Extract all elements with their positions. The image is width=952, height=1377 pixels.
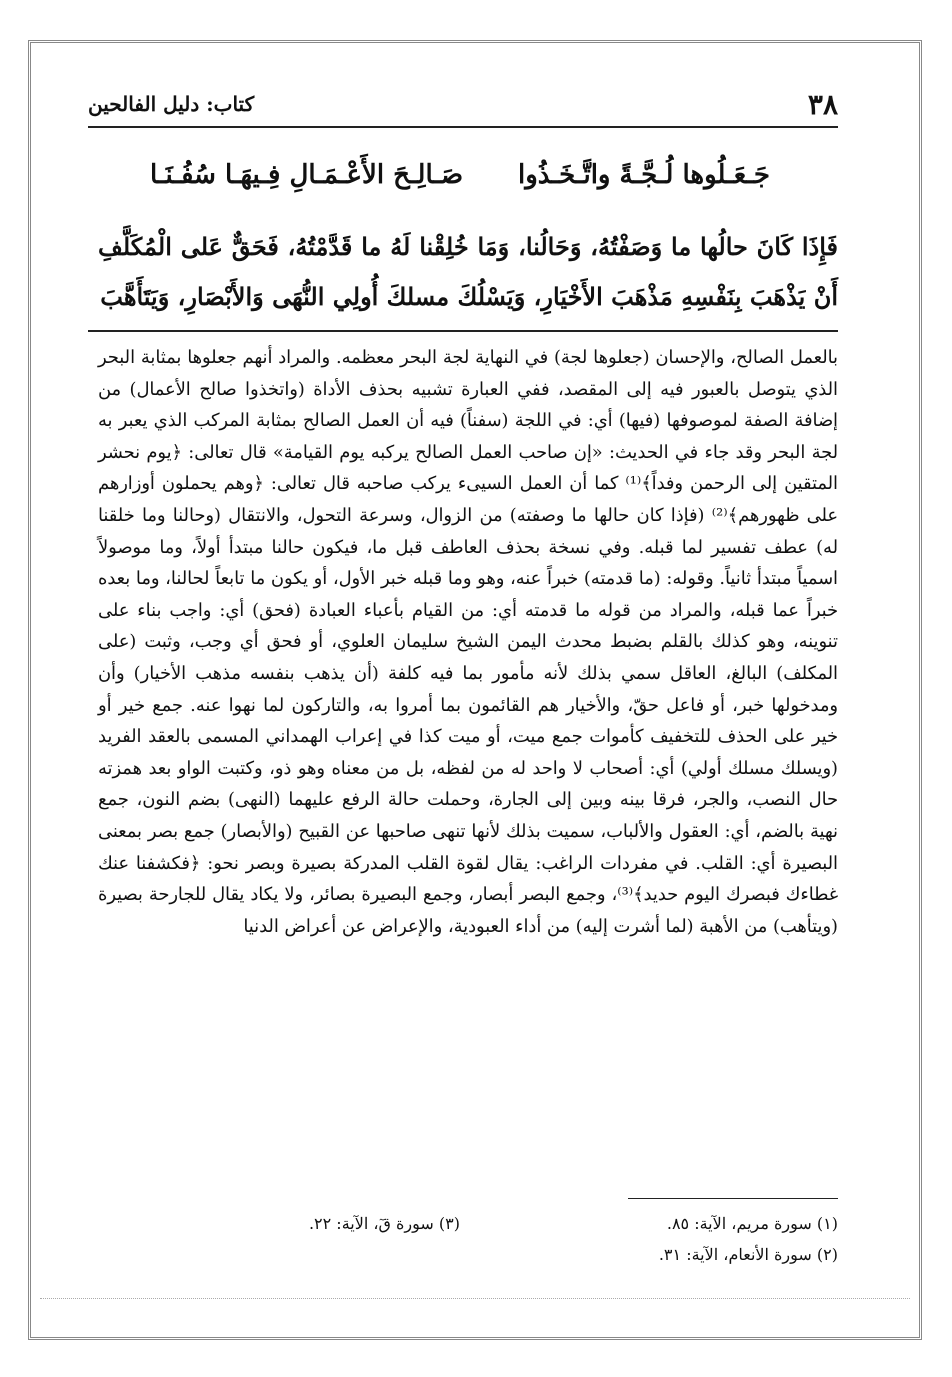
commentary-text (98, 342, 838, 942)
poem-hemistich-second: صَـالِـحَ الأَعْـمَـالِ فِـيهَـا سُفُـنَـا (150, 160, 464, 190)
footnote-1: (١) سورة مريم، الآية: ٨٥. (666, 1214, 838, 1233)
main-text: فَإِذَا كَانَ حالُها ما وَصَفْتُهُ، وَحَالُنا، وَمَا خُلِقْنا لَهُ ما قَدَّمْتُهُ، فَحَقٌّ عَلى الْمُكَلَّفِ أَنْ يَذْهَبَ بِنَفْسِهِ مَذْهَبَ الأَخْيَارِ، وَيَسْلُكَ مسلكَ أُولِي النُّهَى وَالأَبْصَارِ، وَيَتَأَهَّبَ (98, 232, 838, 311)
footnote-divider (628, 1198, 838, 1199)
main-text-divider (88, 330, 838, 332)
poem-verse (150, 160, 770, 208)
book-title: كتاب: دليل الفالحين (88, 92, 255, 116)
page-number: ٣٨ (807, 88, 838, 121)
header-divider (88, 126, 838, 128)
border-ornament (40, 1298, 910, 1319)
running-header (88, 88, 838, 122)
footnote-3: (٣) سورة قٓ، الآية: ٢٢. (308, 1214, 460, 1233)
footnote-2: (٢) سورة الأنعام، الآية: ٣١. (658, 1245, 838, 1264)
commentary-paragraph: بالعمل الصالح، والإحسان (جعلوها لجة) في النهاية لجة البحر معظمه. والمراد أنهم جعلوها بمثابة البحر الذي يتوصل بالعبور فيه إلى المقصد، ففي العبارة تشبيه بحذف الأداة (واتخذوا صالح الأعمال) من إضافة الصفة لموصوفها (فيها) أي: في اللجة (سفناً) فيه أن العمل الصالح بمثابة المركب الذي يعبر به لجة البحر وقد جاء في الحديث: «إن صاحب العمل الصالح يركبه يوم القيامة» قال تعالى: ﴿يوم نحشر المتقين إلى الرحمن وفداً﴾⁽¹⁾ كما أن العمل السيىء يركب صاحبه قال تعالى: ﴿وهم يحملون أوزارهم على ظهورهم﴾⁽²⁾ (فإذا كان حالها ما وصفته) من الزوال، وسرعة التحول، والانتقال (وحالنا وما خلقنا له) عطف تفسير لما قبله. وفي نسخة بحذف العاطف قبل ما، فيكون حالنا مبتدأ أولاً، وما موصولاً اسمياً مبتدأ ثانياً. وقوله: (ما قدمته) خبراً عنه، وهو وما قبله خبر الأول، أو يكون ما تابعاً لحالنا، وما بعده خبراً عما قبله، والمراد من قوله ما قدمته أي: من القيام بأعباء العبادة (فحق) أي: واجب بناء على تنوينه، وهو كذلك بالقلم بضبط محدث اليمن الشيخ سليمان العلوي، أو فحق أي وجب، وثبت (على المكلف) البالغ، العاقل سمي بذلك لأنه مأمور بما فيه كلفة (أن يذهب بنفسه مذهب الأخيار) وأن ومدخولها خبر، أو فاعل حقّ، والأخيار هم القائمون بما أمروا به، والتاركون لما نهوا عنه. جمع خير أو خير على الحذف للتخفيف كأموات جمع ميت، أو ميت كذا في إعراب الهمداني المسمى بالعقد الفريد (ويسلك مسلك أولي) أي: أصحاب لا واحد له من لفظه، بل من معناه وهو ذو، وكتبت الواو بعد همزته حال النصب، والجر، فرقا بينه وبين إلى الجارة، وحملت حالة الرفع عليهما (النهى) بضم النون، جمع نهية بالضم، أي: العقول والألباب، سميت بذلك لأنها تنهى صاحبها عن القبيح (والأبصار) جمع بصر بمعنى البصيرة أي: القلب. في مفردات الراغب: يقال لقوة القلب المدركة بصيرة وبصر نحو: ﴿فكشفنا عنك غطاءك فبصرك اليوم حديد﴾⁽³⁾، وجمع البصر أبصار، وجمع البصيرة بصائر، ولا يكاد يقال للجارحة بصيرة (ويتأهب) من الأهبة (لما أشرت إليه) من أداء العبودية، والإعراض عن أعراض الدنيا (98, 347, 838, 937)
poem-hemistich-first: جَـعَـلُوها لُـجَّـةً واتَّـخَـذُوا (518, 160, 770, 190)
